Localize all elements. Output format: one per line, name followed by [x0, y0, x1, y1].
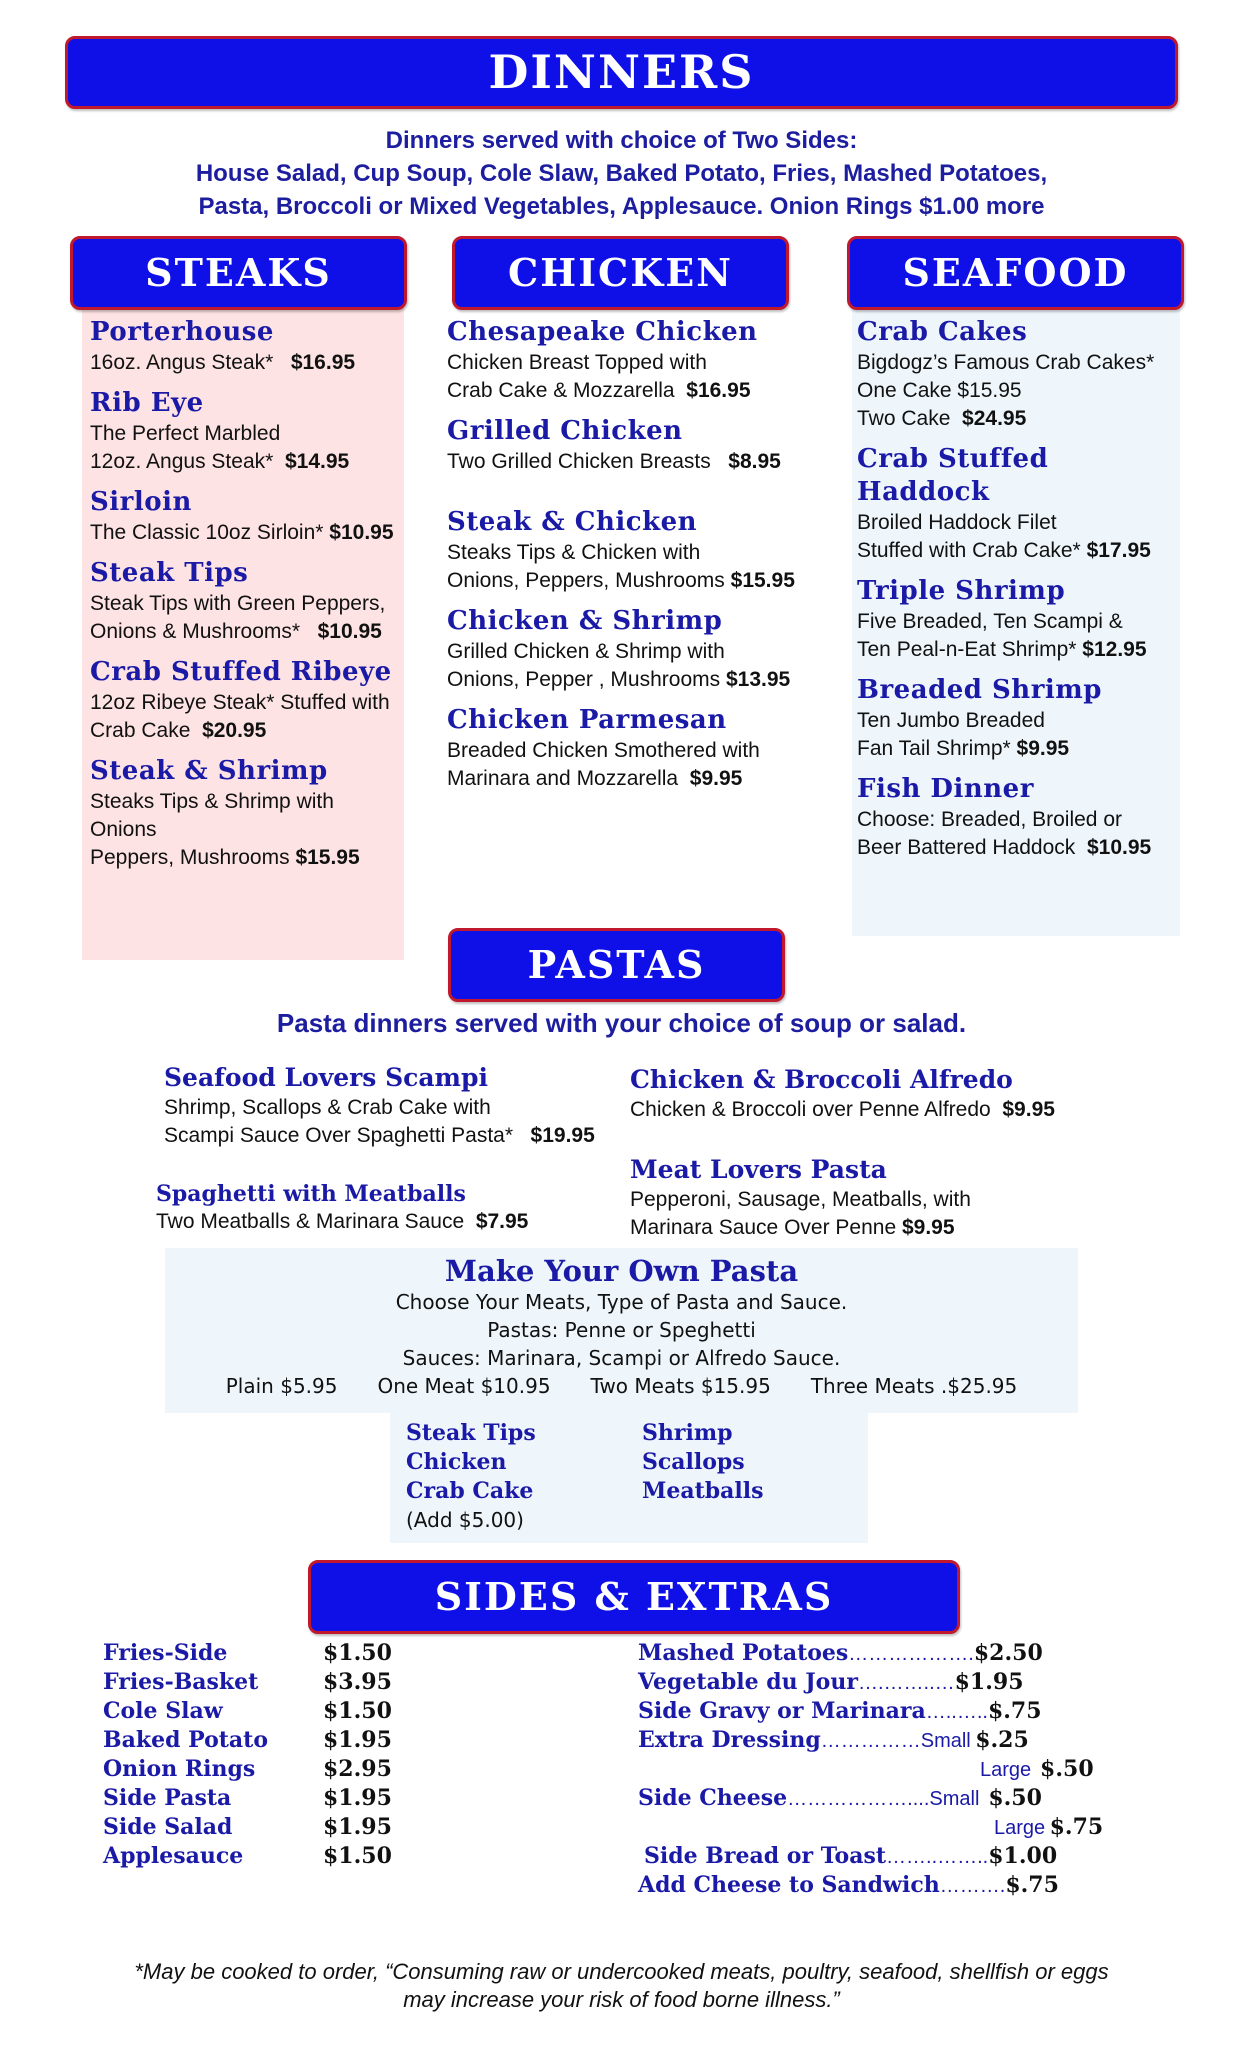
side-price: $.25	[975, 1727, 1029, 1753]
item-desc: Crab Cake & Mozzarella $16.95	[447, 379, 751, 402]
item-name: Triple Shrimp	[857, 576, 1066, 606]
steaks-list	[90, 316, 400, 882]
side-name: Applesauce	[103, 1843, 244, 1869]
item-price: $10.95	[317, 620, 382, 643]
menu-item	[447, 704, 827, 793]
side-name: Mashed Potatoes	[638, 1640, 849, 1666]
side-price: $.75	[1049, 1814, 1104, 1840]
sides-left-list	[103, 1640, 423, 1872]
side-row	[103, 1640, 423, 1669]
price-option: Two Meats $15.95	[590, 1374, 771, 1398]
side-row	[638, 1872, 1158, 1901]
menu-item	[90, 387, 400, 476]
pasta-item-scampi	[164, 1062, 624, 1150]
item-name: Chicken Parmesan	[447, 705, 727, 735]
item-price: $8.95	[728, 450, 781, 473]
side-price: $1.95	[323, 1785, 392, 1811]
item-name: Chesapeake Chicken	[447, 317, 758, 347]
add-note: (Add $5.00)	[406, 1508, 524, 1532]
item-desc: Onions, Pepper , Mushrooms $13.95	[447, 668, 791, 691]
item-desc: Broiled Haddock Filet	[857, 511, 1057, 534]
side-row	[103, 1756, 423, 1785]
side-row	[638, 1843, 1158, 1872]
side-price: $.75	[1005, 1872, 1059, 1898]
item-desc: Pepperoni, Sausage, Meatballs, with	[630, 1188, 971, 1211]
item-desc: 16oz. Angus Steak* $16.95	[90, 351, 356, 374]
menu-item	[90, 557, 400, 646]
item-price: $10.95	[1086, 836, 1152, 859]
item-desc: Bigdogz’s Famous Crab Cakes*	[857, 351, 1155, 374]
menu-item	[447, 506, 827, 595]
food-safety-footnote	[0, 1958, 1243, 2014]
menu-item	[857, 316, 1177, 433]
meat-option: Steak Tips	[406, 1420, 536, 1446]
item-desc: Ten Jumbo Breaded	[857, 709, 1045, 732]
item-name: Steak & Chicken	[447, 507, 698, 537]
side-leader: ……………….	[848, 1643, 974, 1665]
item-desc: Stuffed with Crab Cake* $17.95	[857, 539, 1151, 562]
side-name: Cole Slaw	[103, 1698, 223, 1724]
side-size: Large	[994, 1817, 1046, 1839]
intro-line-2: House Salad, Cup Soup, Cole Slaw, Baked Potato, Fries, Mashed Potatoes,	[195, 160, 1048, 187]
side-name: Baked Potato	[103, 1727, 269, 1753]
side-price: $1.50	[323, 1698, 392, 1724]
make-your-own-line: Pastas: Penne or Speghetti	[487, 1318, 756, 1342]
item-desc: The Classic 10oz Sirloin* $10.95	[90, 521, 394, 544]
menu-item	[90, 316, 400, 377]
side-leader: …..…..	[925, 1701, 988, 1723]
make-your-own-box	[165, 1248, 1078, 1413]
side-leader: ….……..…	[857, 1672, 955, 1694]
side-price: $1.50	[323, 1843, 392, 1869]
item-desc: Marinara Sauce Over Penne $9.95	[630, 1216, 955, 1239]
menu-item	[90, 755, 400, 872]
meat-option: Shrimp	[642, 1420, 733, 1446]
side-row	[103, 1727, 423, 1756]
item-price: $16.95	[686, 379, 751, 402]
meat-option: Scallops	[642, 1449, 745, 1475]
pasta-item-meatballs	[156, 1180, 616, 1236]
menu-item	[857, 773, 1177, 862]
item-name: Steak Tips	[90, 558, 249, 588]
item-desc: Grilled Chicken & Shrimp with	[447, 640, 725, 663]
meat-option: Chicken	[406, 1449, 507, 1475]
side-row	[638, 1756, 1158, 1785]
side-leader: ……………Small	[820, 1730, 971, 1752]
make-your-own-line: Sauces: Marinara, Scampi or Alfredo Sauce.	[402, 1346, 841, 1370]
item-price: $24.95	[962, 407, 1027, 430]
item-desc: Two Grilled Chicken Breasts $8.95	[447, 450, 781, 473]
item-price: $13.95	[725, 668, 791, 691]
side-row	[638, 1640, 1158, 1669]
menu-item	[447, 415, 827, 476]
item-name: Chicken & Broccoli Alfredo	[630, 1065, 1013, 1094]
item-name: Sirloin	[90, 487, 192, 517]
item-desc: Choose: Breaded, Broiled or	[857, 808, 1122, 831]
seafood-list	[857, 316, 1177, 872]
item-name: Chicken & Shrimp	[447, 606, 723, 636]
footnote-line: *May be cooked to order, “Consuming raw or undercooked meats, poultry, seafood, shellfish or eggs	[134, 1959, 1109, 1984]
item-name: Rib Eye	[90, 388, 204, 418]
chicken-list	[447, 316, 827, 803]
menu-item	[857, 575, 1177, 664]
intro-line-3: Pasta, Broccoli or Mixed Vegetables, Applesauce. Onion Rings $1.00 more	[198, 193, 1045, 220]
side-row	[638, 1814, 1158, 1843]
item-desc: Fan Tail Shrimp* $9.95	[857, 737, 1070, 760]
side-name: Fries-Side	[103, 1640, 228, 1666]
side-leader: ……….	[939, 1875, 1006, 1897]
item-price: $15.95	[730, 569, 795, 592]
side-name: Onion Rings	[103, 1756, 256, 1782]
item-price: $20.95	[202, 719, 267, 742]
item-name: Crab Stuffed Ribeye	[90, 657, 392, 687]
pastas-banner: PASTAS	[448, 928, 785, 1002]
item-desc: Ten Peal-n-Eat Shrimp* $12.95	[857, 638, 1147, 661]
meat-options-left	[406, 1419, 536, 1534]
price-option: Three Meats .$25.95	[810, 1374, 1018, 1398]
side-price: $1.95	[323, 1814, 392, 1840]
item-price: $9.95	[689, 767, 743, 790]
dinners-intro	[0, 124, 1243, 223]
item-desc: Steaks Tips & Shrimp with Onions	[90, 790, 334, 841]
side-name: Extra Dressing	[638, 1727, 821, 1753]
item-price: $9.95	[901, 1216, 955, 1239]
side-name: Fries-Basket	[103, 1669, 259, 1695]
side-price: $1.00	[988, 1843, 1058, 1869]
make-your-own-prices	[165, 1372, 1078, 1400]
side-price: $3.95	[323, 1669, 392, 1695]
side-row	[103, 1814, 423, 1843]
intro-line-1: Dinners served with choice of Two Sides:	[385, 127, 858, 154]
seafood-banner: SEAFOOD	[847, 236, 1184, 310]
item-desc: Two Meatballs & Marinara Sauce $7.95	[156, 1210, 529, 1233]
item-desc: Five Breaded, Ten Scampi &	[857, 610, 1123, 633]
chicken-banner: CHICKEN	[452, 236, 789, 310]
item-desc: Steak Tips with Green Peppers,	[90, 592, 386, 615]
side-row	[103, 1785, 423, 1814]
pasta-note: Pasta dinners served with your choice of soup or salad.	[276, 1008, 967, 1038]
item-desc: Steaks Tips & Chicken with	[447, 541, 701, 564]
side-row	[103, 1698, 423, 1727]
side-price: $1.95	[954, 1669, 1024, 1695]
side-row	[103, 1669, 423, 1698]
meat-options-right	[642, 1419, 764, 1506]
item-desc: One Cake $15.95	[857, 379, 1022, 402]
item-name: Breaded Shrimp	[857, 675, 1102, 705]
item-price: $19.95	[530, 1124, 595, 1147]
item-price: $16.95	[290, 351, 356, 374]
item-price: $17.95	[1086, 539, 1151, 562]
item-desc: Crab Cake $20.95	[90, 719, 267, 742]
make-your-own-line: Choose Your Meats, Type of Pasta and Sauce.	[395, 1290, 848, 1314]
side-name: Side Pasta	[103, 1785, 232, 1811]
item-desc: 12oz. Angus Steak* $14.95	[90, 450, 350, 473]
dinners-banner: DINNERS	[65, 36, 1178, 109]
footnote-line: may increase your risk of food borne illness.”	[403, 1987, 840, 2012]
menu-item	[447, 316, 827, 405]
price-option: One Meat $10.95	[377, 1374, 551, 1398]
item-price: $7.95	[475, 1210, 529, 1233]
side-price: $2.95	[323, 1756, 392, 1782]
side-size: Large	[980, 1759, 1032, 1781]
side-name: Side Gravy or Marinara	[638, 1698, 926, 1724]
side-row	[638, 1785, 1158, 1814]
item-desc: Peppers, Mushrooms $15.95	[90, 846, 360, 869]
item-name: Seafood Lovers Scampi	[164, 1063, 488, 1092]
item-name: Fish Dinner	[857, 774, 1034, 804]
menu-item	[447, 605, 827, 694]
item-desc: The Perfect Marbled	[90, 422, 281, 445]
side-price: $2.50	[973, 1640, 1043, 1666]
side-price: $1.95	[323, 1727, 392, 1753]
side-name: Side Bread or Toast	[644, 1843, 887, 1869]
item-name: Crab Cakes	[857, 317, 1028, 347]
side-name: Vegetable du Jour	[638, 1669, 858, 1695]
side-row	[638, 1727, 1158, 1756]
menu-item	[90, 656, 400, 745]
item-price: $10.95	[329, 521, 394, 544]
side-price: $1.50	[323, 1640, 392, 1666]
make-your-own-title: Make Your Own Pasta	[444, 1254, 799, 1288]
side-row	[638, 1669, 1158, 1698]
item-desc: 12oz Ribeye Steak* Stuffed with	[90, 691, 390, 714]
side-leader: ……..……..	[886, 1846, 989, 1868]
item-desc: Two Cake $24.95	[857, 407, 1027, 430]
item-name: Porterhouse	[90, 317, 274, 347]
meat-option: Meatballs	[642, 1478, 764, 1504]
side-row	[103, 1843, 423, 1872]
side-price: $.50	[1040, 1756, 1094, 1782]
meat-option: Crab Cake	[406, 1478, 534, 1504]
side-name: Side Salad	[103, 1814, 233, 1840]
side-name: Add Cheese to Sandwich	[638, 1872, 940, 1898]
meat-options-box	[390, 1413, 868, 1543]
item-desc: Chicken Breast Topped with	[447, 351, 707, 374]
steaks-banner: STEAKS	[70, 236, 407, 310]
item-name: Meat Lovers Pasta	[630, 1155, 887, 1184]
item-price: $12.95	[1082, 638, 1147, 661]
item-price: $15.95	[295, 846, 360, 869]
item-price: $9.95	[1002, 1098, 1055, 1121]
item-name: Steak & Shrimp	[90, 756, 328, 786]
side-leader: ………………....Small	[787, 1788, 980, 1810]
side-name: Side Cheese	[638, 1785, 788, 1811]
item-desc: Scampi Sauce Over Spaghetti Pasta* $19.95	[164, 1124, 595, 1147]
item-desc: Shrimp, Scallops & Crab Cake with	[164, 1096, 491, 1119]
item-name: Grilled Chicken	[447, 416, 683, 446]
item-price: $9.95	[1016, 737, 1070, 760]
sides-banner: SIDES & EXTRAS	[308, 1560, 960, 1634]
item-name: Spaghetti with Meatballs	[156, 1181, 466, 1207]
pasta-item-alfredo	[630, 1064, 1110, 1124]
item-desc: Breaded Chicken Smothered with	[447, 739, 760, 762]
menu-item	[90, 486, 400, 547]
pasta-item-meatlovers	[630, 1154, 1090, 1242]
item-desc: Beer Battered Haddock $10.95	[857, 836, 1152, 859]
price-option: Plain $5.95	[225, 1374, 338, 1398]
menu-item	[857, 674, 1177, 763]
item-desc: Chicken & Broccoli over Penne Alfredo $9.95	[630, 1098, 1055, 1121]
item-price: $14.95	[284, 450, 350, 473]
item-name: Crab Stuffed Haddock	[857, 444, 1049, 507]
item-desc: Onions, Peppers, Mushrooms $15.95	[447, 569, 795, 592]
item-desc: Marinara and Mozzarella $9.95	[447, 767, 743, 790]
sides-right-list	[638, 1640, 1158, 1901]
item-desc: Onions & Mushrooms* $10.95	[90, 620, 382, 643]
menu-item	[857, 443, 1177, 565]
side-price: $.50	[988, 1785, 1042, 1811]
side-row	[638, 1698, 1158, 1727]
side-price: $.75	[987, 1698, 1042, 1724]
